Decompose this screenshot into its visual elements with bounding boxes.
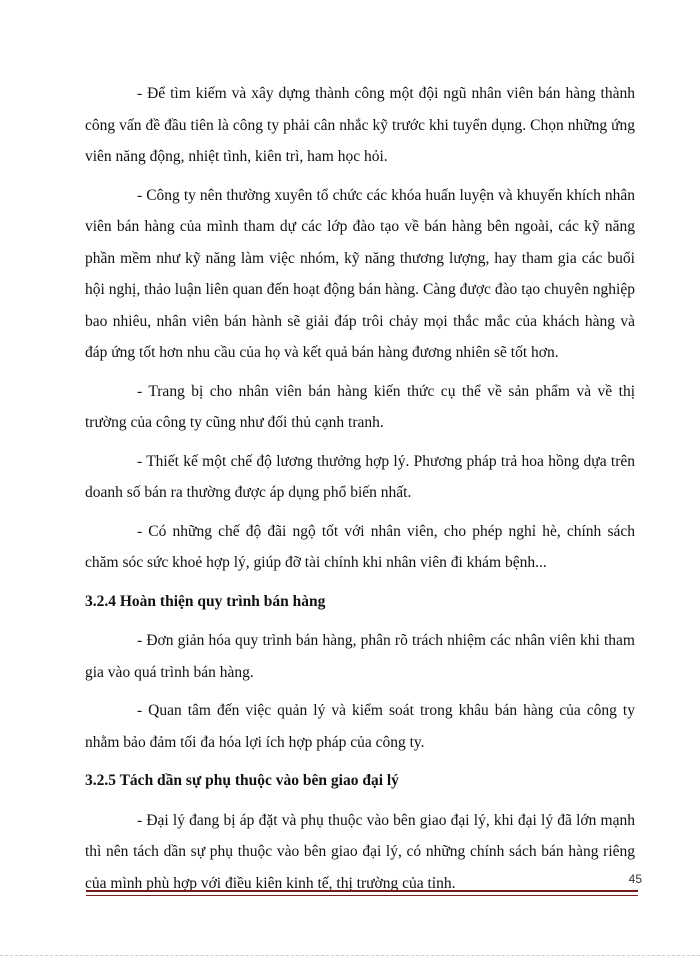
- page-break-line: [0, 955, 700, 956]
- paragraph-compensation: - Thiết kế một chế độ lương thưởng hợp lý. Phương pháp trả hoa hồng dựa trên doanh số bán ra thường được áp dụng phổ biến nhất.: [85, 452, 635, 501]
- paragraph-benefits: - Có những chế độ đãi ngộ tốt với nhân viên, cho phép nghỉ hè, chính sách chăm sóc sức khoẻ hợp lý, giúp đỡ tài chính khi nhân viên đi khám bệnh...: [85, 522, 635, 571]
- paragraph-agency-independence: - Đại lý đang bị áp đặt và phụ thuộc vào bên giao đại lý, khi đại lý đã lớn mạnh thì nên tách dần sự phụ thuộc vào bên giao đại lý, có những chính sách bán hàng riêng của mình phù hợp với điều kiên kinh tế, thị trường của tỉnh.: [85, 811, 635, 892]
- page-number: 45: [628, 872, 642, 886]
- section-heading-3-2-4: 3.2.4 Hoàn thiện quy trình bán hàng: [85, 592, 326, 610]
- paragraph-product-knowledge: - Trang bị cho nhân viên bán hàng kiến thức cụ thể về sản phẩm và về thị trường của công ty cũng như đối thủ cạnh tranh.: [85, 382, 635, 431]
- paragraph-recruitment: - Để tìm kiếm và xây dựng thành công một đội ngũ nhân viên bán hàng thành công vấn đề đầu tiên là công ty phải cân nhắc kỹ trước khi tuyển dụng. Chọn những ứng viên năng động, nhiệt tình, kiên trì, ham học hỏi.: [85, 85, 635, 165]
- footer-rule-thin: [86, 895, 638, 896]
- section-heading-3-2-5: 3.2.5 Tách dần sự phụ thuộc vào bên giao đại lý: [85, 772, 399, 789]
- paragraph-control: - Quan tâm đến việc quản lý và kiểm soát trong khâu bán hàng của công ty nhằm bảo đảm tối đa hóa lợi ích hợp pháp của công ty.: [85, 702, 635, 751]
- paragraph-training: - Công ty nên thường xuyên tổ chức các khóa huấn luyện và khuyến khích nhân viên bán hàng của mình tham dự các lớp đào tạo về bán hàng bên ngoài, các kỹ năng phần mềm như kỹ năng làm việc nhóm, kỹ năng thương lượng, hay tham gia các buổi hội nghị, thảo luận liên quan đến hoạt động bán hàng. Càng được đào tạo chuyên nghiệp bao nhiêu, nhân viên bán hành sẽ giải đáp trôi chảy mọi thắc mắc của khách hàng và đáp ứng tốt hơn nhu cầu của họ và kết quả bán hàng đương nhiên sẽ tốt hơn.: [85, 186, 635, 361]
- footer-rule-thick: [86, 890, 638, 892]
- page-body: [85, 78, 635, 906]
- paragraph-simplify-process: - Đơn giản hóa quy trình bán hàng, phân rõ trách nhiệm các nhân viên khi tham gia vào quá trình bán hàng.: [85, 632, 635, 681]
